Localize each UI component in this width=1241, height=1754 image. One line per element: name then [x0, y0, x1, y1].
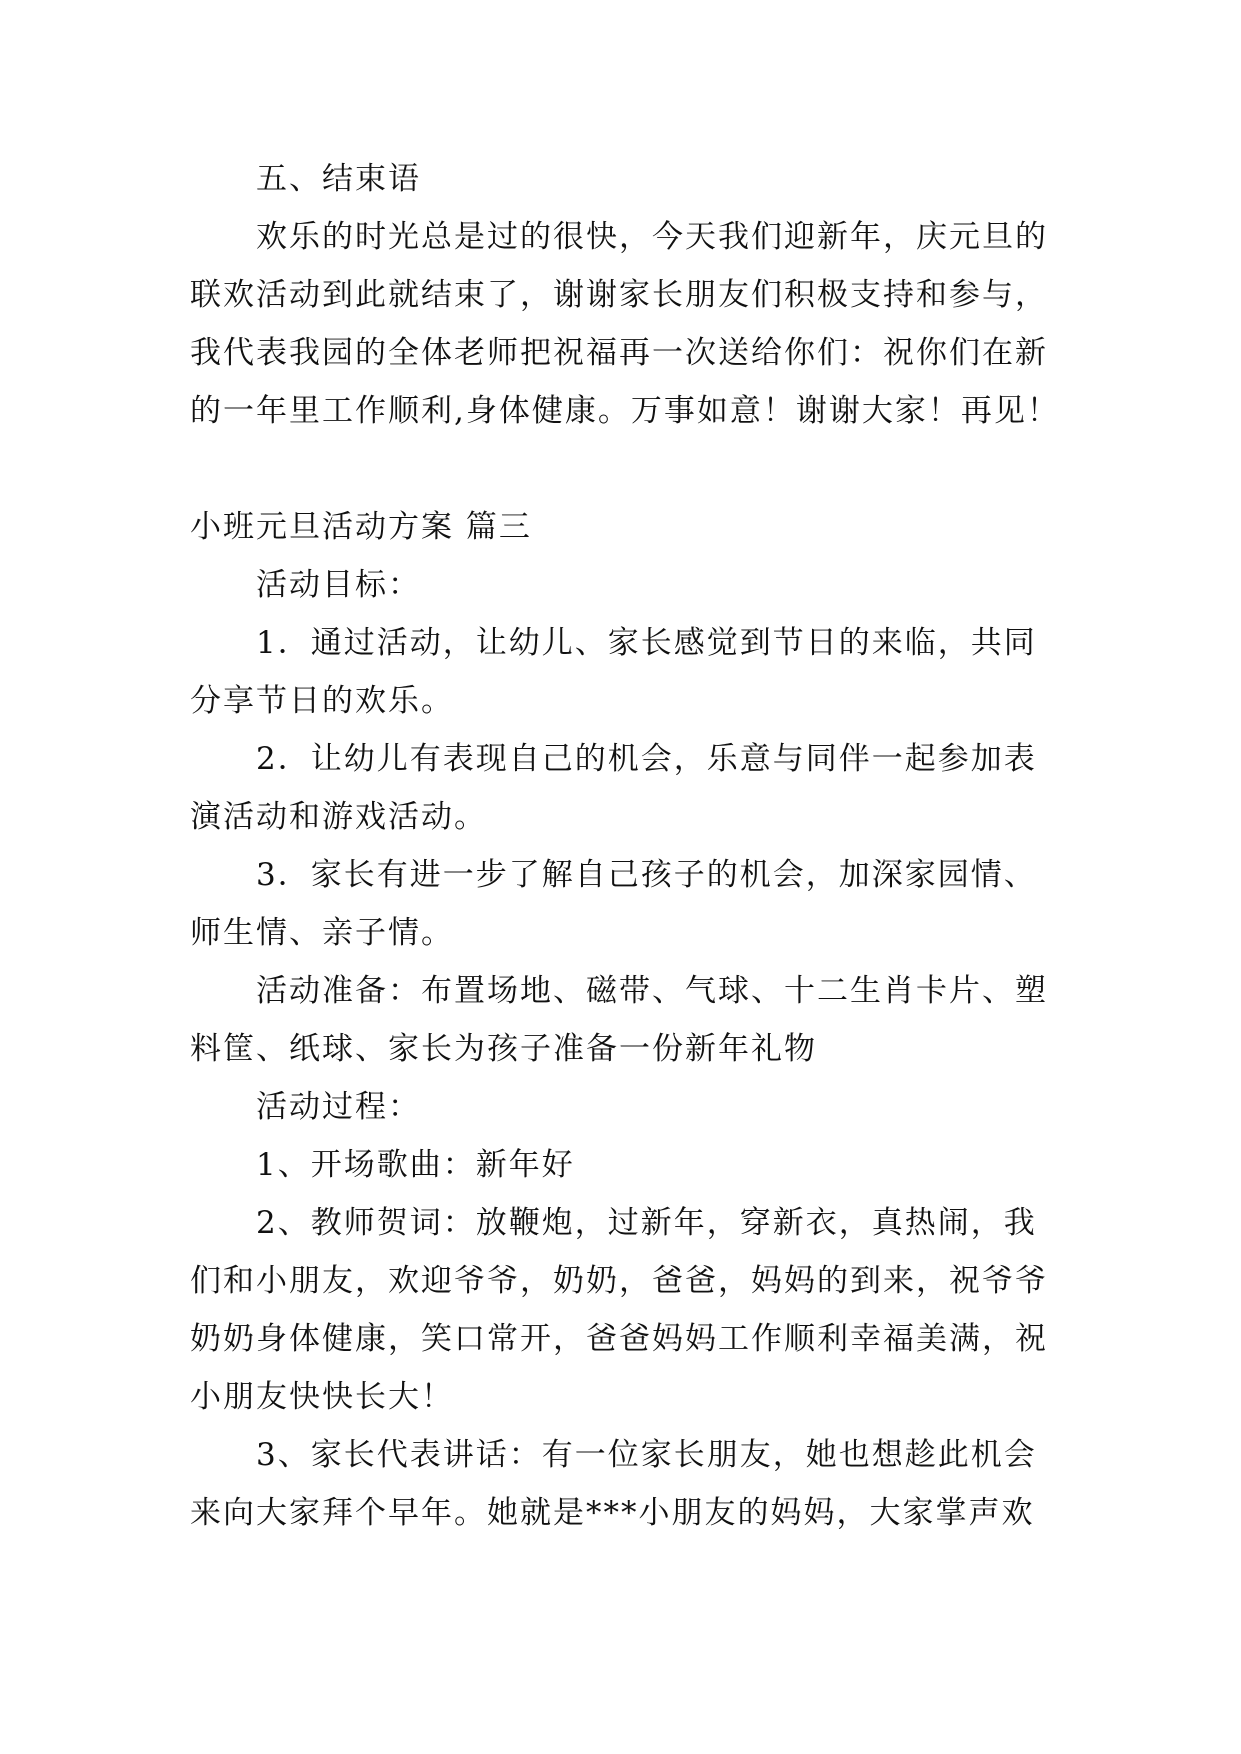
paragraph-line: 欢乐的时光总是过的很快，今天我们迎新年，庆元旦的: [256, 219, 1048, 255]
paragraph-line: 联欢活动到此就结束了，谢谢家长朋友们积极支持和参与，: [190, 277, 1048, 313]
process-step: 2、教师贺词：放鞭炮，过新年，穿新衣，真热闹，我: [256, 1205, 1037, 1241]
goal-item: 2．让幼儿有表现自己的机会，乐意与同伴一起参加表: [256, 741, 1037, 777]
goal-item: 1．通过活动，让幼儿、家长感觉到节日的来临，共同: [256, 625, 1037, 661]
paragraph-line: 的一年里工作顺利,身体健康。万事如意！谢谢大家！再见！: [190, 393, 1060, 429]
part-title: 小班元旦活动方案 篇三: [190, 509, 532, 545]
goal-item: 3．家长有进一步了解自己孩子的机会，加深家园情、: [256, 857, 1037, 893]
process-step: 1、开场歌曲：新年好: [256, 1147, 575, 1183]
process-step: 3、家长代表讲话：有一位家长朋友，她也想趁此机会: [256, 1437, 1037, 1473]
goal-item: 师生情、亲子情。: [190, 915, 454, 951]
process-step: 小朋友快快长大！: [190, 1379, 454, 1415]
process-step: 奶奶身体健康，笑口常开，爸爸妈妈工作顺利幸福美满，祝: [190, 1321, 1048, 1357]
process-step: 们和小朋友，欢迎爷爷，奶奶，爸爸，妈妈的到来，祝爷爷: [190, 1263, 1048, 1299]
process-step: 来向大家拜个早年。她就是***小朋友的妈妈，大家掌声欢: [190, 1495, 1035, 1531]
section-heading: 五、结束语: [256, 161, 421, 197]
preparation-text: 活动准备：布置场地、磁带、气球、十二生肖卡片、塑: [256, 973, 1048, 1009]
goal-item: 演活动和游戏活动。: [190, 799, 487, 835]
goals-label: 活动目标：: [256, 567, 421, 603]
document-page: [190, 150, 1070, 1542]
goal-item: 分享节日的欢乐。: [190, 683, 454, 719]
process-label: 活动过程：: [256, 1089, 421, 1125]
paragraph-line: 我代表我园的全体老师把祝福再一次送给你们：祝你们在新: [190, 335, 1048, 371]
preparation-text: 料筐、纸球、家长为孩子准备一份新年礼物: [190, 1031, 817, 1067]
